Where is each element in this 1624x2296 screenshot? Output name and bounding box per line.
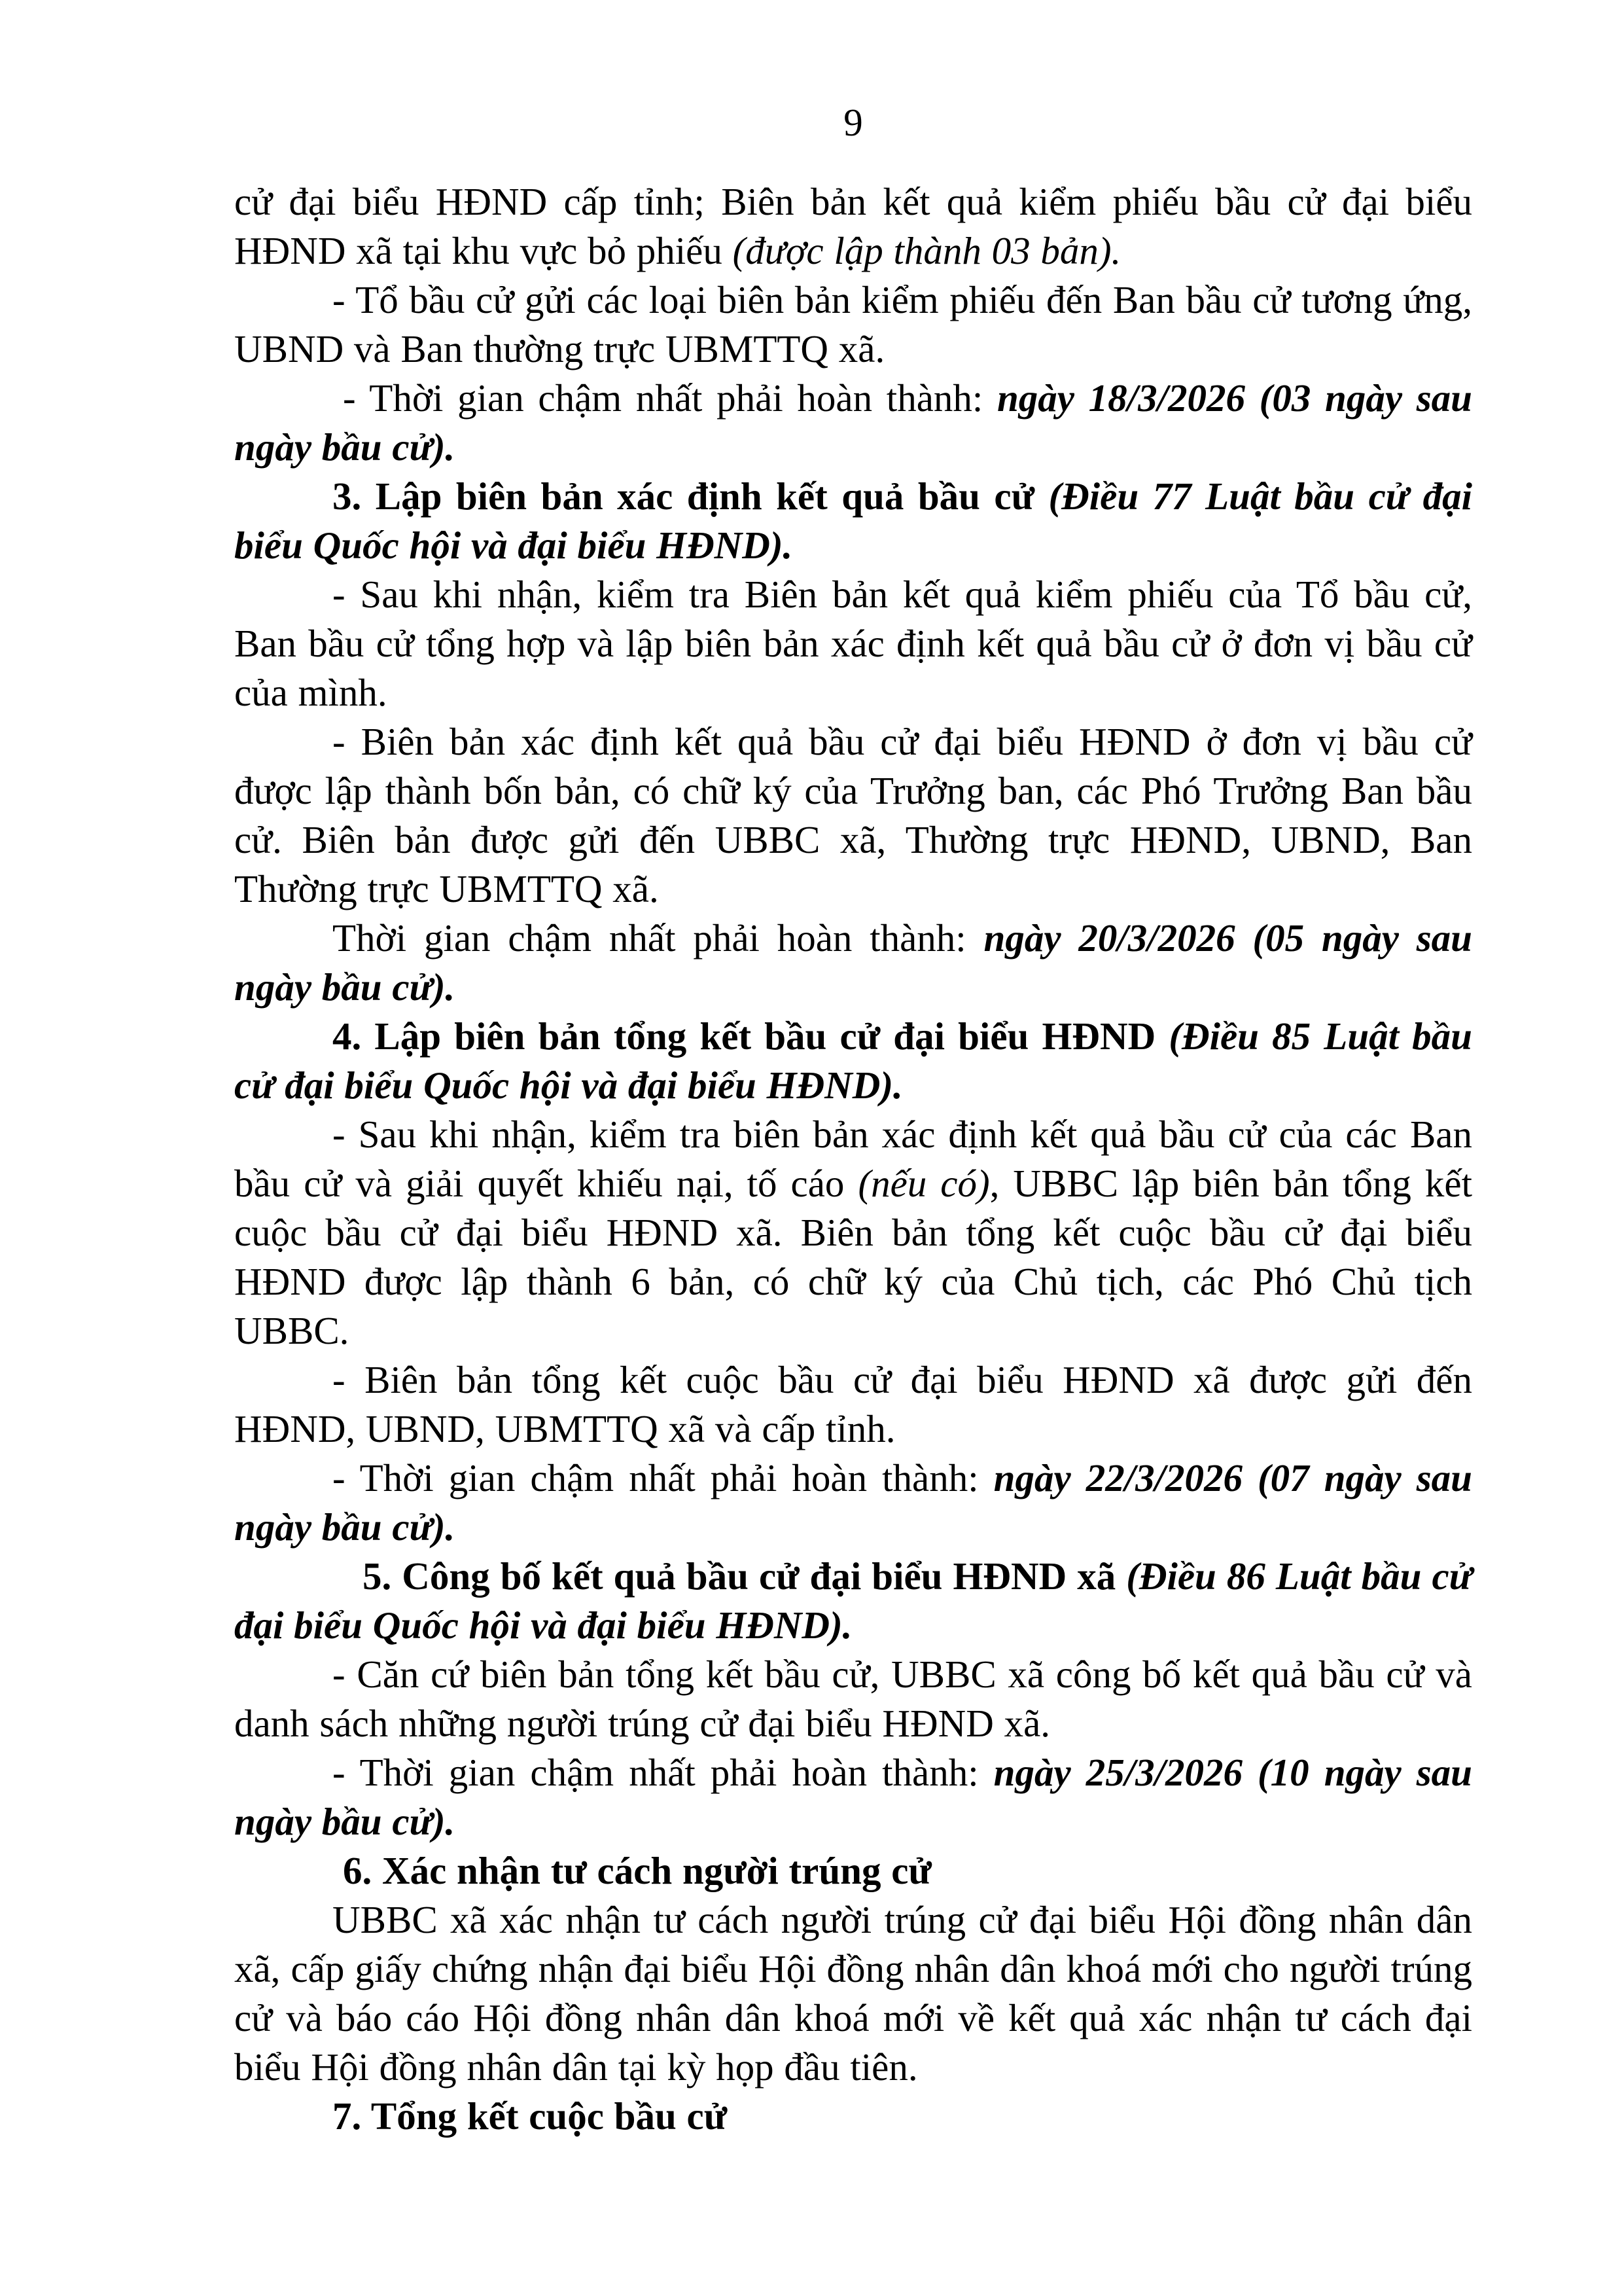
heading-section-6 bbox=[234, 1846, 1472, 1895]
paragraph bbox=[234, 914, 1472, 1012]
heading-section-3 bbox=[234, 472, 1472, 570]
text-run: 6. Xác nhận tư cách người trúng cử bbox=[343, 1849, 932, 1892]
paragraph bbox=[234, 1650, 1472, 1748]
paragraph bbox=[234, 1110, 1472, 1355]
paragraph bbox=[234, 276, 1472, 374]
paragraph bbox=[234, 570, 1472, 717]
text-run: Thời gian chậm nhất phải hoàn thành: bbox=[332, 916, 984, 960]
heading-section-4 bbox=[234, 1012, 1472, 1110]
paragraph bbox=[234, 374, 1472, 472]
text-run: UBBC xã xác nhận tư cách người trúng cử đại biểu Hội đồng nhân dân xã, cấp giấy chứng nhận đại biểu Hội đồng nhân dân khoá mới cho người trúng cử và báo cáo Hội đồng nhân dân khoá mới về kết quả xác nhận tư cách đại biểu Hội đồng nhân dân tại kỳ họp đầu tiên. bbox=[234, 1898, 1472, 2089]
text-run: (được lập thành 03 bản). bbox=[732, 229, 1121, 272]
text-run: - Sau khi nhận, kiểm tra biên bản xác định kết quả bầu cử của các Ban bầu cử và giải quyết khiếu nại, tố cáo bbox=[234, 1113, 1472, 1205]
heading-section-7 bbox=[234, 2092, 1472, 2141]
page-number: 9 bbox=[843, 101, 863, 144]
text-run: - Biên bản tổng kết cuộc bầu cử đại biểu HĐND xã được gửi đến HĐND, UBND, UBMTTQ xã và cấp tỉnh. bbox=[234, 1358, 1472, 1450]
text-run: , UBBC lập biên bản tổng kết cuộc bầu cử đại biểu HĐND xã. Biên bản tổng kết cuộc bầu cử đại biểu HĐND được lập thành 6 bản, có chữ ký của Chủ tịch, các Phó Chủ tịch UBBC. bbox=[234, 1162, 1473, 1352]
text-run: ngày 20/3/2026 (05 ngày sau ngày bầu cử). bbox=[234, 916, 1472, 1009]
text-run: ngày 18/3/2026 (03 ngày sau ngày bầu cử). bbox=[234, 376, 1472, 469]
text-run: - Tổ bầu cử gửi các loại biên bản kiểm phiếu đến Ban bầu cử tương ứng, UBND và Ban thường trực UBMTTQ xã. bbox=[234, 278, 1472, 370]
document-body bbox=[234, 177, 1472, 2141]
document-content bbox=[234, 98, 1472, 2141]
text-run: (nếu có) bbox=[858, 1162, 990, 1205]
paragraph-continuation bbox=[234, 177, 1472, 276]
text-run: (Điều 85 Luật bầu cử đại biểu Quốc hội và đại biểu HĐND). bbox=[234, 1014, 1472, 1107]
text-run: 4. Lập biên bản tổng kết bầu cử đại biểu HĐND bbox=[332, 1014, 1169, 1058]
text-run: - Thời gian chậm nhất phải hoàn thành: bbox=[332, 1751, 994, 1794]
text-run: - Thời gian chậm nhất phải hoàn thành: bbox=[332, 1456, 994, 1499]
text-run: - Thời gian chậm nhất phải hoàn thành: bbox=[343, 376, 997, 420]
heading-section-5 bbox=[234, 1552, 1472, 1650]
text-run: cử đại biểu HĐND cấp tỉnh; Biên bản kết quả kiểm phiếu bầu cử đại biểu HĐND xã tại khu vực bỏ phiếu bbox=[234, 180, 1472, 272]
paragraph bbox=[234, 1355, 1472, 1454]
text-run: - Sau khi nhận, kiểm tra Biên bản kết quả kiểm phiếu của Tổ bầu cử, Ban bầu cử tổng hợp và lập biên bản xác định kết quả bầu cử ở đơn vị bầu cử của mình. bbox=[234, 573, 1472, 714]
paragraph bbox=[234, 717, 1472, 914]
text-run: 5. Công bố kết quả bầu cử đại biểu HĐND xã bbox=[362, 1554, 1127, 1598]
paragraph bbox=[234, 1454, 1472, 1552]
paragraph bbox=[234, 1895, 1472, 2092]
text-run: ngày 25/3/2026 (10 ngày sau ngày bầu cử). bbox=[234, 1751, 1472, 1843]
text-run: ngày 22/3/2026 (07 ngày sau ngày bầu cử). bbox=[234, 1456, 1472, 1549]
text-run: (Điều 77 Luật bầu cử đại biểu Quốc hội và đại biểu HĐND). bbox=[234, 475, 1472, 567]
paragraph bbox=[234, 1748, 1472, 1846]
text-run: - Căn cứ biên bản tổng kết bầu cử, UBBC xã công bố kết quả bầu cử và danh sách những người trúng cử đại biểu HĐND xã. bbox=[234, 1653, 1472, 1745]
text-run: (Điều 86 Luật bầu cử đại biểu Quốc hội và đại biểu HĐND). bbox=[234, 1554, 1472, 1647]
text-run: 3. Lập biên bản xác định kết quả bầu cử bbox=[332, 475, 1049, 518]
text-run: - Biên bản xác định kết quả bầu cử đại biểu HĐND ở đơn vị bầu cử được lập thành bốn bản, có chữ ký của Trưởng ban, các Phó Trưởng Ban bầu cử. Biên bản được gửi đến UBBC xã, Thường trực HĐND, UBND, Ban Thường trực UBMTTQ xã. bbox=[234, 720, 1472, 910]
text-run: 7. Tổng kết cuộc bầu cử bbox=[332, 2094, 728, 2138]
